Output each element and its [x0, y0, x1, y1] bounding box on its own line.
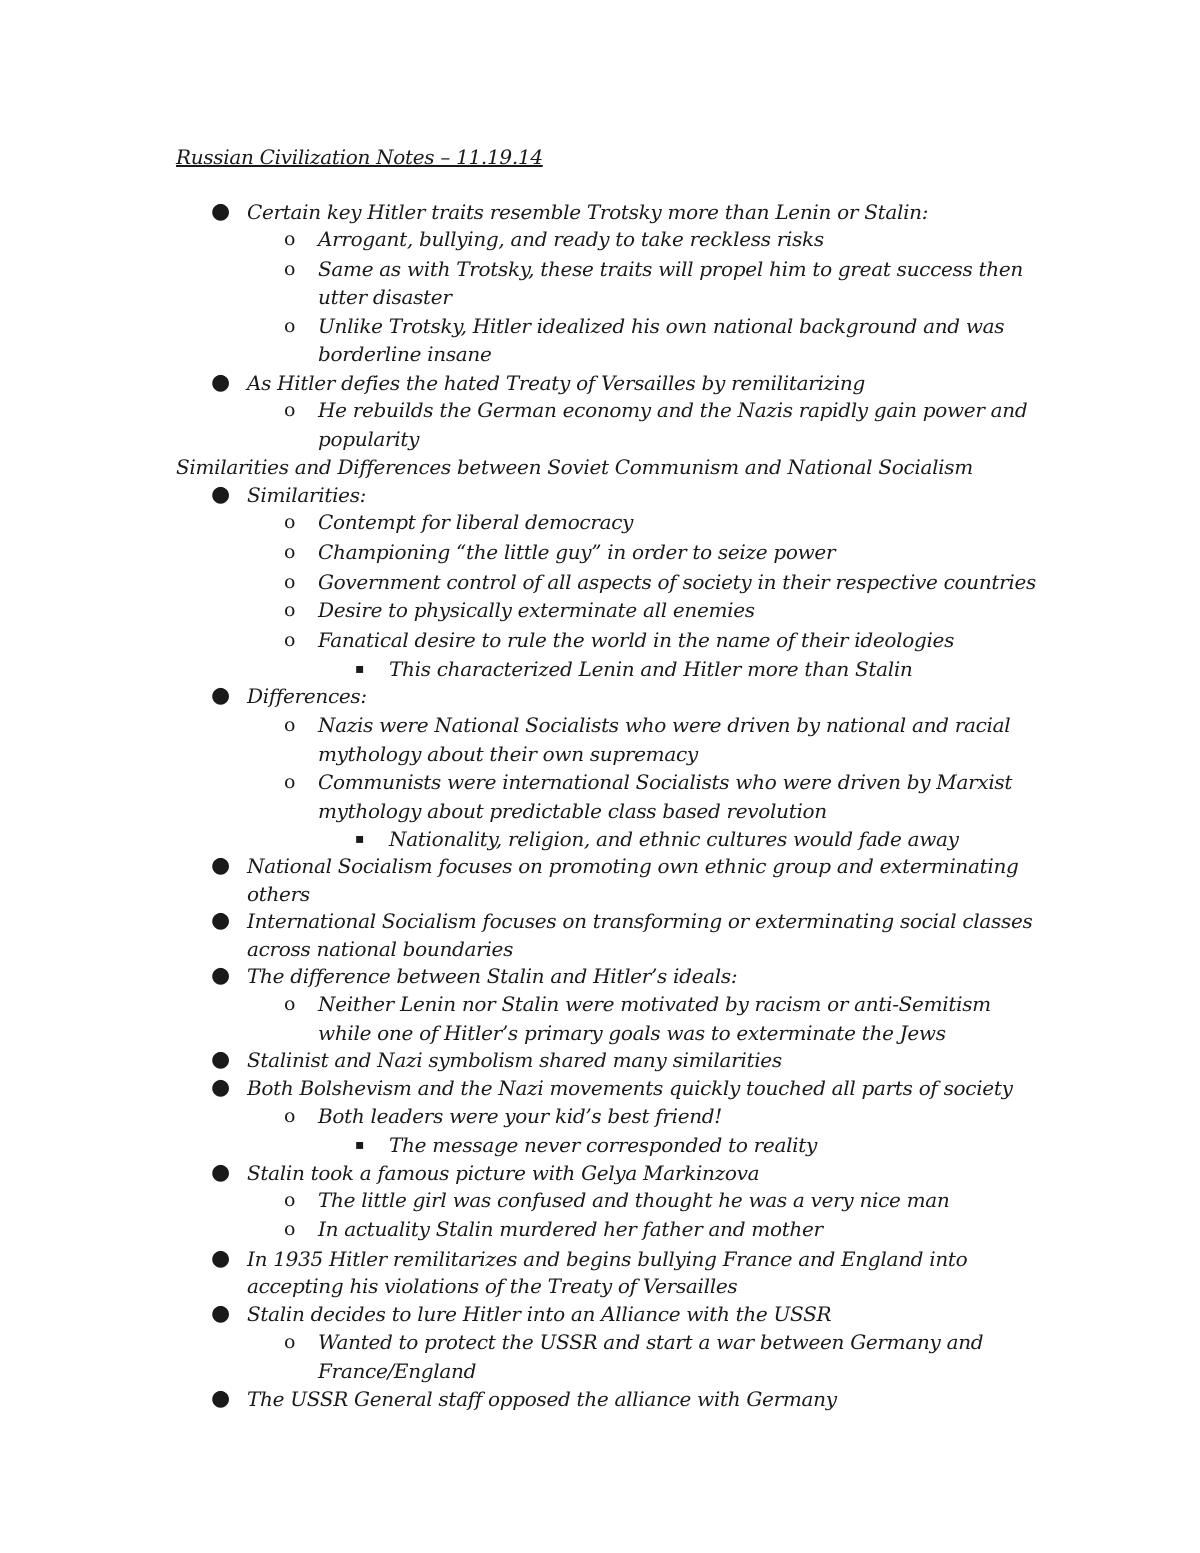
bullet-marker: ●: [211, 1301, 231, 1326]
list-item: Nazis were National Socialists who were driven by national and racial: [318, 713, 1011, 737]
circle-bullet-marker: o: [284, 258, 296, 280]
list-item: Arrogant, bullying, and ready to take reckless risks: [318, 227, 824, 251]
circle-bullet-marker: o: [284, 1331, 296, 1353]
circle-bullet-marker: o: [284, 714, 296, 736]
list-item: In actuality Stalin murdered her father and mother: [318, 1217, 823, 1241]
circle-bullet-marker: o: [284, 541, 296, 563]
list-item-continuation: utter disaster: [318, 285, 452, 309]
circle-bullet-marker: o: [284, 993, 296, 1015]
circle-bullet-marker: o: [284, 1189, 296, 1211]
bullet-marker: ●: [211, 853, 231, 878]
bullet-marker: ●: [211, 963, 231, 988]
document-title: Russian Civilization Notes – 11.19.14: [176, 145, 543, 169]
bullet-marker: ●: [211, 1075, 231, 1100]
list-item: Unlike Trotsky, Hitler idealized his own national background and was: [318, 314, 1005, 338]
bullet-marker: ●: [211, 1386, 231, 1411]
list-item: Similarities:: [247, 483, 367, 507]
circle-bullet-marker: o: [284, 228, 296, 250]
list-item: Wanted to protect the USSR and start a war between Germany and: [318, 1330, 984, 1354]
list-item-continuation: popularity: [318, 427, 420, 451]
list-item-continuation: France/England: [318, 1359, 477, 1383]
list-item: Nationality, religion, and ethnic cultures would fade away: [389, 827, 959, 851]
list-item: The little girl was confused and thought he was a very nice man: [318, 1188, 950, 1212]
list-item: The difference between Stalin and Hitler’s ideals:: [247, 964, 738, 988]
circle-bullet-marker: o: [284, 315, 296, 337]
list-item: In 1935 Hitler remilitarizes and begins bullying France and England into: [247, 1247, 968, 1271]
bullet-marker: ●: [211, 482, 231, 507]
circle-bullet-marker: o: [284, 599, 296, 621]
list-item-continuation: accepting his violations of the Treaty of Versailles: [247, 1274, 738, 1298]
list-item: Fanatical desire to rule the world in the name of their ideologies: [318, 628, 955, 652]
bullet-marker: ●: [211, 370, 231, 395]
bullet-marker: ●: [211, 199, 231, 224]
list-item: Contempt for liberal democracy: [318, 510, 634, 534]
bullet-marker: ●: [211, 1246, 231, 1271]
list-item-continuation: others: [247, 882, 310, 906]
section-heading: Similarities and Differences between Soviet Communism and National Socialism: [176, 455, 973, 479]
circle-bullet-marker: o: [284, 399, 296, 421]
circle-bullet-marker: o: [284, 571, 296, 593]
bullet-marker: ●: [211, 683, 231, 708]
bullet-marker: ●: [211, 1047, 231, 1072]
list-item-continuation: while one of Hitler’s primary goals was to exterminate the Jews: [318, 1021, 946, 1045]
bullet-marker: ●: [211, 908, 231, 933]
bullet-marker: ●: [211, 1160, 231, 1185]
square-bullet-marker: ▪: [355, 661, 365, 677]
list-item: As Hitler defies the hated Treaty of Versailles by remilitarizing: [247, 371, 865, 395]
list-item: The USSR General staff opposed the alliance with Germany: [247, 1387, 837, 1411]
list-item: Differences:: [247, 684, 367, 708]
list-item: International Socialism focuses on transforming or exterminating social classes: [247, 909, 1033, 933]
list-item-continuation: across national boundaries: [247, 937, 514, 961]
list-item: This characterized Lenin and Hitler more than Stalin: [389, 657, 913, 681]
circle-bullet-marker: o: [284, 1218, 296, 1240]
list-item: Stalin took a famous picture with Gelya Markinzova: [247, 1161, 760, 1185]
list-item-continuation: mythology about predictable class based revolution: [318, 799, 827, 823]
list-item: Same as with Trotsky, these traits will propel him to great success then: [318, 257, 1023, 281]
list-item: He rebuilds the German economy and the Nazis rapidly gain power and: [318, 398, 1028, 422]
list-item: Championing “the little guy” in order to seize power: [318, 540, 836, 564]
list-item: The message never corresponded to reality: [389, 1133, 818, 1157]
list-item: Government control of all aspects of society in their respective countries: [318, 570, 1037, 594]
list-item: Stalin decides to lure Hitler into an Alliance with the USSR: [247, 1302, 832, 1326]
list-item: Both Bolshevism and the Nazi movements quickly touched all parts of society: [247, 1076, 1013, 1100]
circle-bullet-marker: o: [284, 771, 296, 793]
list-item: National Socialism focuses on promoting own ethnic group and exterminating: [247, 854, 1019, 878]
list-item: Both leaders were your kid’s best friend!: [318, 1104, 723, 1128]
list-item-continuation: borderline insane: [318, 342, 492, 366]
circle-bullet-marker: o: [284, 511, 296, 533]
list-item: Communists were international Socialists who were driven by Marxist: [318, 770, 1013, 794]
circle-bullet-marker: o: [284, 629, 296, 651]
square-bullet-marker: ▪: [355, 1137, 365, 1153]
list-item: Desire to physically exterminate all enemies: [318, 598, 755, 622]
list-item: Neither Lenin nor Stalin were motivated by racism or anti-Semitism: [318, 992, 991, 1016]
list-item: Certain key Hitler traits resemble Trotsky more than Lenin or Stalin:: [247, 200, 929, 224]
list-item-continuation: mythology about their own supremacy: [318, 742, 698, 766]
circle-bullet-marker: o: [284, 1105, 296, 1127]
list-item: Stalinist and Nazi symbolism shared many similarities: [247, 1048, 782, 1072]
square-bullet-marker: ▪: [355, 831, 365, 847]
